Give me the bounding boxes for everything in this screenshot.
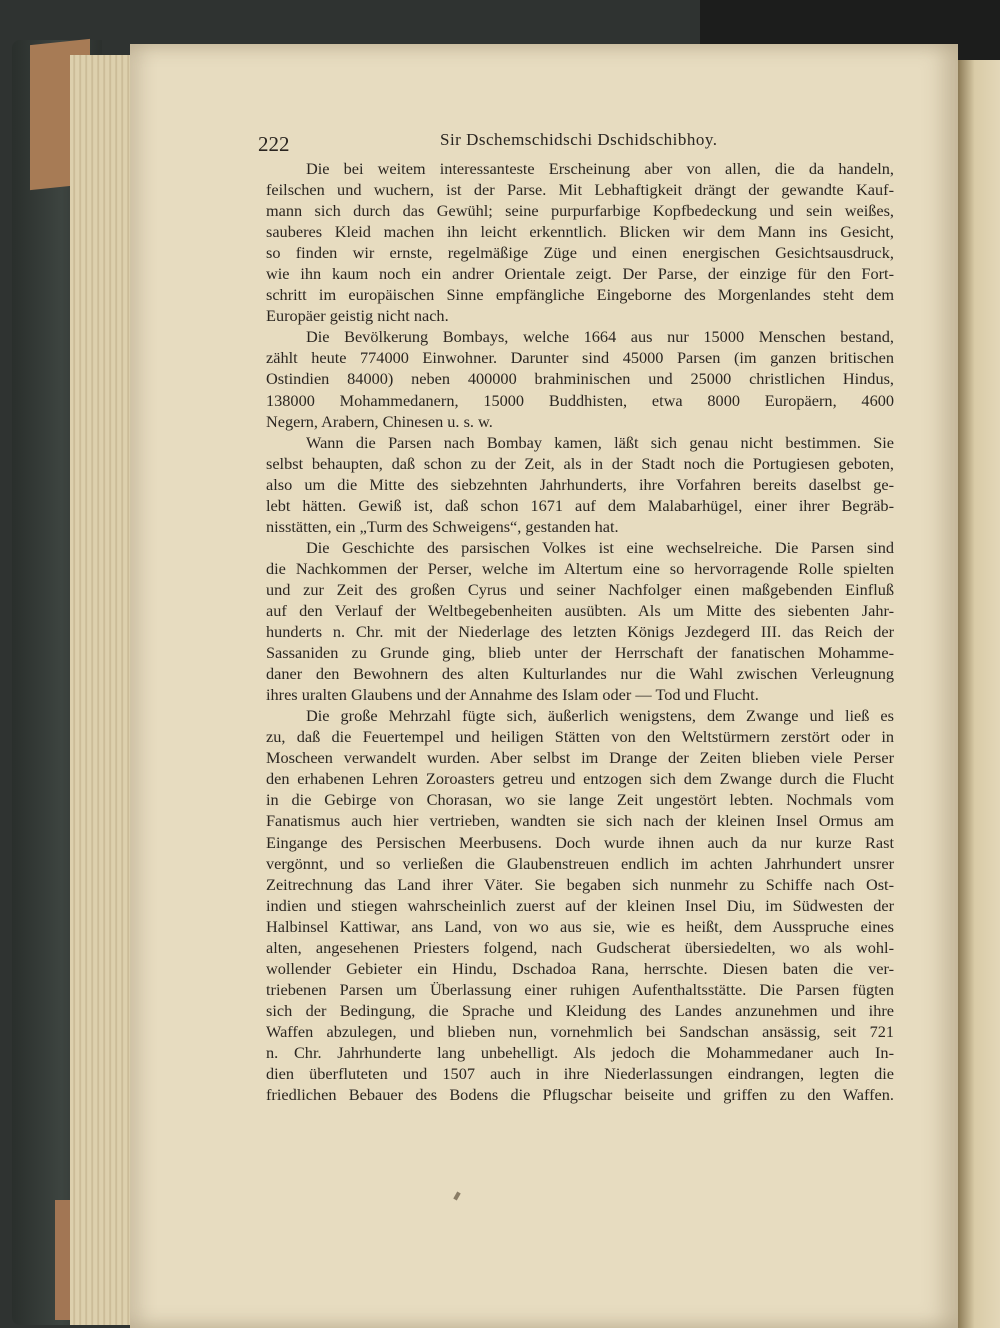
text-line: Fanatismus auch hier vertrieben, wandten sie sich nach der kleinen Insel Ormus am [266,811,894,831]
text-line: so finden wir ernste, regelmäßige Züge und einen energischen Gesichtsausdruck, [266,243,894,263]
text-line: Die Bevölkerung Bombays, welche 1664 aus nur 15000 Menschen bestand, [306,327,894,347]
text-line: also um die Mitte des siebzehnten Jahrhunderts, ihre Vorfahren bereits daselbst ge- [266,474,894,494]
text-line: feilschen und wuchern, ist der Parse. Mit Lebhaftigkeit drängt der gewandte Kauf- [266,180,894,200]
text-line: Die Geschichte des parsischen Volkes ist eine wechselreiche. Die Parsen sind [306,537,894,557]
text-line: vergönnt, und so verließen die Glaubenstreuen endlich im achten Jahrhundert unsrer [266,853,894,873]
text-line: sauberes Kleid machen ihn leicht erkenntlich. Blicken wir dem Mann ins Gesicht, [266,222,894,242]
text-line: Wann die Parsen nach Bombay kamen, läßt sich genau nicht bestimmen. Sie [306,432,894,452]
text-line: in die Gebirge von Chorasan, wo sie lange Zeit ungestört lebten. Nochmals vom [266,790,894,810]
text-line: Negern, Arabern, Chinesen u. s. w. [266,411,493,431]
text-line: schritt im europäischen Sinne empfängliche Eingeborne des Morgenlandes steht dem [266,285,894,305]
text-line: friedlichen Bebauer des Bodens die Pflugschar beiseite und griffen zu den Waffen. [266,1085,894,1105]
text-line: und zur Zeit des großen Cyrus und seiner Nachfolger einen maßgebenden Einfluß [266,579,894,599]
text-line: daner den Bewohnern des alten Kulturlandes nur die Wahl zwischen Verleugnung [266,664,894,684]
text-line: wie ihn kaum noch ein andrer Orientale zeigt. Der Parse, der einzige für den Fort- [266,264,894,284]
text-line: mann sich durch das Gewühl; seine purpurfarbige Kopfbedeckung und sein weißes, [266,201,894,221]
text-line: Zeitrechnung das Land ihrer Väter. Sie begaben sich nunmehr zu Schiffe nach Ost- [266,874,894,894]
text-line: Die bei weitem interessanteste Erscheinung aber von allen, die da handeln, [306,159,894,178]
text-line: n. Chr. Jahrhunderte lang unbehelligt. Als jedoch die Mohammedaner auch In- [266,1042,894,1062]
text-line: auf den Verlauf der Weltbegebenheiten ausübten. Als um Mitte des siebenten Jahr- [266,600,894,620]
text-line: selbst behaupten, daß schon zu der Zeit, als in der Stadt noch die Portugiesen geboten, [266,453,894,473]
text-line: Sassaniden zu Grunde ging, blieb unter der Herrschaft der fanatischen Mohamme- [266,643,894,663]
text-line: nisstätten, ein „Turm des Schweigens“, gestanden hat. [266,516,619,536]
text-line: Halbinsel Kattiwar, ans Land, von wo aus sie, wie es heißt, dem Ausspruche eines [266,916,894,936]
text-line: zählt heute 774000 Einwohner. Darunter sind 45000 Parsen (im ganzen britischen [266,348,894,368]
text-line: ihres uralten Glaubens und der Annahme des Islam oder — Tod und Flucht. [266,685,759,705]
text-line: den erhabenen Lehren Zoroasters getreu und entzogen sich dem Zwange durch die Flucht [266,769,894,789]
text-line: Die große Mehrzahl fügte sich, äußerlich wenigstens, dem Zwange und ließ es [306,706,894,726]
text-line: wollender Gebieter ein Hindu, Dschadoa Rana, herrschte. Diesen baten die ver- [266,958,894,978]
facing-page-edge [958,60,1000,1328]
text-line: hunderts n. Chr. mit der Niederlage des letzten Königs Jezdegerd III. das Reich der [266,622,894,642]
text-line: zu, daß die Feuertempel und heiligen Stätten von den Weltstürmern zerstört oder in [266,727,894,747]
page-number: 222 [258,132,290,156]
text-line: Moscheen verwandelt wurden. Aber selbst im Drange der Zeiten blieben viele Perser [266,748,894,768]
body-text [266,158,894,1105]
text-line: dien überfluteten und 1507 auch in ihre Niederlassungen eindrangen, legten die [266,1064,894,1084]
text-line: Eingange des Persischen Meerbusens. Doch wurde ihnen auch da nur kurze Rast [266,832,894,852]
text-line: Ostindien 84000) neben 400000 brahminischen und 25000 christlichen Hindus, [266,369,894,389]
text-line: die Nachkommen der Perser, welche im Altertum eine so hervorragende Rolle spielten [266,558,894,578]
text-line: indien und stiegen wahrscheinlich zuerst auf der kleinen Insel Diu, im Südwesten der [266,895,894,915]
text-line: 138000 Mohammedanern, 15000 Buddhisten, etwa 8000 Europäern, 4600 [266,390,894,410]
text-line: alten, angesehenen Priesters folgend, nach Gudscherat übersiedelten, wo als wohl- [266,937,894,957]
text-line: Europäer geistig nicht nach. [266,306,449,326]
text-line: sich der Bedingung, die Sprache und Kleidung des Landes anzunehmen und ihre [266,1000,894,1020]
text-line: lebt hätten. Gewiß ist, daß schon 1671 auf dem Malabarhügel, einer ihrer Begräb- [266,495,894,515]
running-head: Sir Dschemschidschi Dschidschibhoy. [440,130,718,149]
text-line: triebenen Parsen um Überlassung einer ruhigen Aufenthaltsstätte. Die Parsen fügten [266,979,894,999]
text-line: Waffen abzulegen, und blieben nun, vornehmlich bei Sandschan ansässig, seit 721 [266,1021,894,1041]
